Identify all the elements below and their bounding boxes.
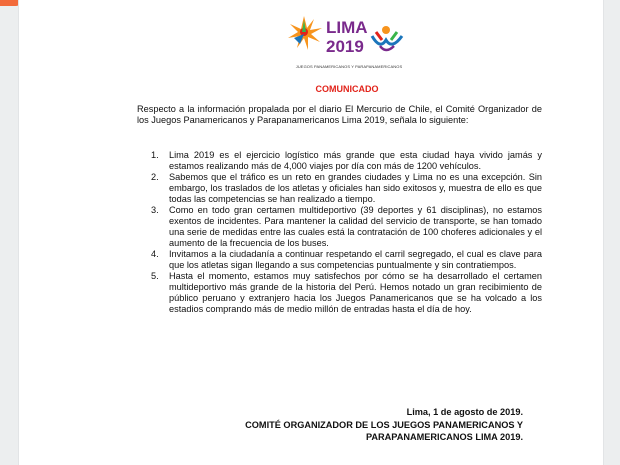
para-figure-icon: [372, 26, 402, 50]
list-item-number: 1.: [151, 150, 159, 160]
organizer-line-2: PARAPANAMERICANOS LIMA 2019.: [365, 432, 523, 442]
list-item: [147, 172, 542, 205]
list-item-number: 2.: [151, 172, 159, 182]
lima-2019-logo-graphic: [284, 10, 414, 64]
statement-list: [147, 150, 542, 315]
list-item-text: Hasta el momento, estamos muy satisfechos por cómo se ha desarrollado el certamen multideportivo más grande de la historia del Perú. Hemos notado un gran recibimiento de público peruano y extranjero hacia los Juegos Panamericanos que se ha volcado a los estadios comprando más de medio millón de entradas hasta el día de hoy.: [169, 271, 542, 314]
browser-tab-corner: [0, 0, 20, 6]
list-item-number: 3.: [151, 205, 159, 215]
list-item-text: Lima 2019 es el ejercicio logístico más grande que esta ciudad haya vivido jamás y estamos realizando más de 4,000 viajes por día con más de 1200 vehículos.: [169, 150, 542, 171]
sun-figure-icon: [288, 16, 322, 50]
list-item-number: 4.: [151, 249, 159, 259]
lima-2019-logo: [284, 10, 414, 72]
organizer-line-1: COMITÉ ORGANIZADOR DE LOS JUEGOS PANAMERICANOS Y: [245, 419, 523, 430]
logo-year: 2019: [326, 37, 364, 56]
document-title: COMUNICADO: [315, 84, 379, 94]
intro-paragraph: Respecto a la información propalada por el diario El Mercurio de Chile, el Comité Organizador de los Juegos Panamericanos y Parapanamericanos Lima 2019, señala lo siguiente:: [137, 104, 542, 125]
list-item: [147, 271, 542, 315]
list-item-number: 5.: [151, 271, 159, 281]
list-item-text: Como en todo gran certamen multideportivo (39 deportes y 61 disciplinas), no estamos exentos de incidentes. Para mantener la calidad del servicio de transporte, se han tomado una serie de medidas entre las cuales está la contratación de 100 choferes adicionales y el aumento de la frecuencia de los buses.: [169, 205, 542, 248]
list-item-text: Sabemos que el tráfico es un reto en grandes ciudades y Lima no es una excepción. Sin embargo, los traslados de los atletas y oficiales han sido exitosos y, muestra de ello es que todas las competencias se han realizado a tiempo.: [169, 172, 542, 204]
list-item: [147, 249, 542, 271]
signature-block: [245, 406, 523, 444]
list-item: [147, 205, 542, 249]
list-item: [147, 150, 542, 172]
logo-word: LIMA: [326, 18, 368, 37]
place-date: Lima, 1 de agosto de 2019.: [406, 407, 523, 417]
list-item-text: Invitamos a la ciudadanía a continuar respetando el carril segregado, el cual es clave para que los atletas sigan llegando a sus competencias puntualmente y sin contratiempos.: [169, 249, 542, 270]
document-page: [18, 0, 604, 465]
logo-subtitle: JUEGOS PANAMERICANOS Y PARAPANAMERICANOS: [295, 64, 403, 69]
